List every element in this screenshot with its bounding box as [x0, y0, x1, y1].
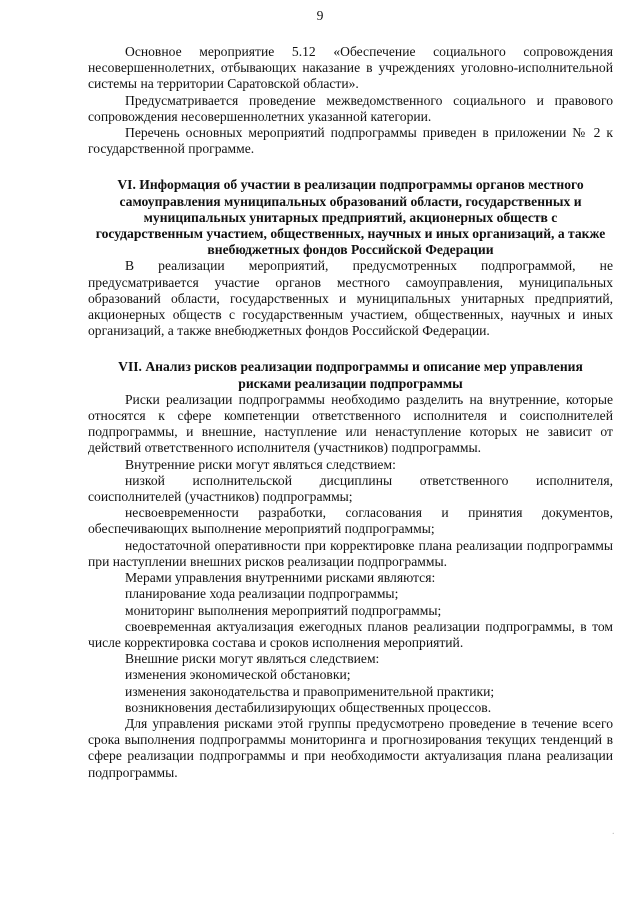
section-6-text: В реализации мероприятий, предусмотренных подпрограммой, не предусматривается участие органов местного самоуправления, муниципальных образований области, государственных и муниципальных унитарных предприятий, акционерных обществ с государственным участием, общественных, научных и иных организаций, а также внебюджетных фондов Российской Федерации.	[88, 258, 613, 339]
risk-paragraph: низкой исполнительской дисциплины ответственного исполнителя, соисполнителей (участников) подпрограммы;	[88, 472, 613, 505]
paragraph-list-reference: Перечень основных мероприятий подпрограммы приведен в приложении № 2 к государственной программе.	[88, 125, 613, 157]
risk-paragraph: Мерами управления внутренними рисками являются:	[125, 570, 436, 586]
risk-paragraph: Риски реализации подпрограммы необходимо разделить на внутренние, которые относятся к сфере компетенции ответственного исполнителя и соисполнителей подпрограммы, и внешние, наступление или ненаступление которых не зависит от действий ответственного исполнителя (участников) подпрограммы.	[88, 391, 613, 456]
risk-paragraph: своевременная актуализация ежегодных планов реализации подпрограммы, в том числе корректировка состава и сроков исполнения мероприятий.	[88, 618, 613, 650]
paragraph-main-activity: Основное мероприятие 5.12 «Обеспечение социального сопровождения несовершеннолетних, отбывающих наказание в учреждениях уголовно-исполнительной системы на территории Саратовской области».	[88, 44, 613, 92]
risk-paragraph: изменения экономической обстановки;	[125, 667, 351, 683]
risk-paragraph: Внутренние риски могут являться следствием:	[125, 456, 396, 472]
risk-paragraph: мониторинг выполнения мероприятий подпрограммы;	[125, 602, 442, 618]
risk-paragraph: возникновения дестабилизирующих общественных процессов.	[125, 699, 492, 715]
risk-paragraph: планирование хода реализации подпрограммы;	[125, 586, 399, 602]
section-6-heading: VI. Информация об участии в реализации подпрограммы органов местного самоуправления муниципальных образований области, государственных и муниципальных унитарных предприятий, акционерных обществ с государственным участием, общественных, научных и иных организаций, а также внебюджетных фондов Российской Федерации	[95, 177, 606, 258]
risk-paragraph: изменения законодательства и правоприменительной практики;	[125, 683, 495, 699]
risk-paragraph: недостаточной оперативности при корректировке плана реализации подпрограммы при наступлении внешних рисков реализации подпрограммы.	[88, 537, 613, 569]
margin-mark: .	[612, 826, 615, 837]
document-body	[88, 44, 613, 781]
page-number: 9	[316, 8, 324, 23]
risk-paragraph: Внешние риски могут являться следствием:	[125, 651, 380, 667]
paragraph-support: Предусматривается проведение межведомственного социального и правового сопровождения несовершеннолетних указанной категории.	[88, 92, 613, 124]
risk-paragraph: несвоевременности разработки, согласования и принятия документов, обеспечивающих выполнение мероприятий подпрограммы;	[88, 505, 613, 537]
risk-paragraph: Для управления рисками этой группы предусмотрено проведение в течение всего срока выполнения подпрограммы мониторинга и прогнозирования текущих тенденций в сфере реализации подпрограммы и при необходимости актуализация плана реализации подпрограммы.	[88, 715, 613, 780]
section-7-heading: VII. Анализ рисков реализации подпрограммы и описание мер управления рисками реализации подпрограммы	[118, 359, 583, 391]
